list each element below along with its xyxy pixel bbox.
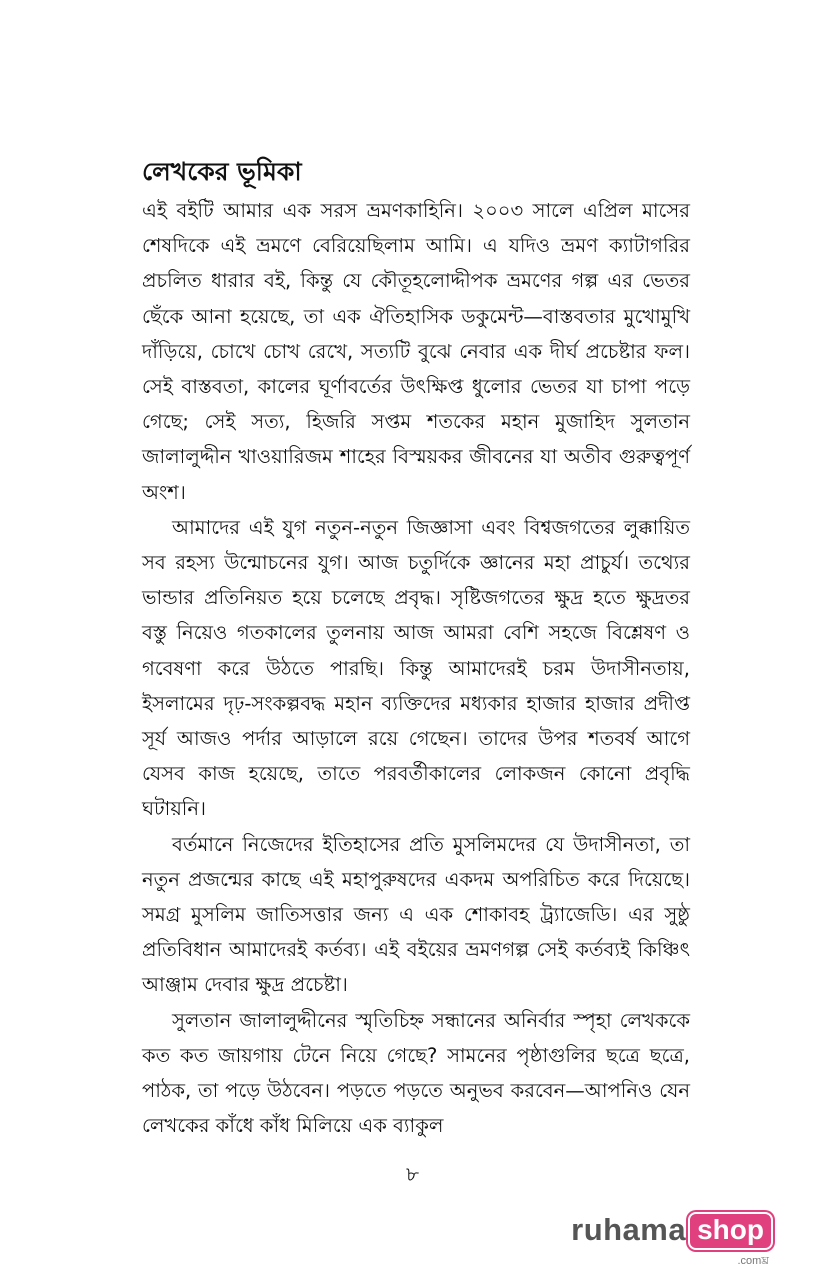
paragraph-3: বর্তমানে নিজেদের ইতিহাসের প্রতি মুসলিমদের যে উদাসীনতা, তা নতুন প্রজন্মের কাছে এই মহাপুরুষদের একদম অপরিচিত করে দিয়েছে। সমগ্র মুসলিম জাতিসত্তার জন্য এ এক শোকাবহ ট্র্যাজেডি। এর সুষ্ঠু প্রতিবিধান আমাদেরই কর্তব্য। এই বইয়ের ভ্রমণগল্প সেই কর্তব্যই কিঞ্চিৎ আঞ্জাম দেবার ক্ষুদ্র প্রচেষ্টা। — [142, 832, 690, 997]
watermark-logo — [571, 1212, 773, 1271]
page-number: ৮ — [406, 1162, 419, 1186]
watermark-shop: shop — [688, 1212, 773, 1250]
watermark-shop-badge — [688, 1212, 773, 1271]
watermark-domain: .comঘ্র — [737, 1255, 769, 1267]
book-page — [142, 155, 690, 1143]
section-heading: লেখকের ভূমিকা — [142, 157, 302, 186]
watermark-brand: ruhama — [571, 1212, 687, 1247]
paragraph-4: সুলতান জালালুদ্দীনের স্মৃতিচিহ্ন সন্ধানের অনির্বার স্পৃহা লেখককে কত কত জায়গায় টেনে নিয়ে গেছে? সামনের পৃষ্ঠাগুলির ছত্রে ছত্রে, পাঠক, তা পড়ে উঠবেন। পড়তে পড়তে অনুভব করবেন—আপনিও যেন লেখকের কাঁধে কাঁধ মিলিয়ে এক ব্যাকুল — [142, 1008, 690, 1138]
paragraph-2: আমাদের এই যুগ নতুন-নতুন জিজ্ঞাসা এবং বিশ্বজগতের লুক্কায়িত সব রহস্য উন্মোচনের যুগ। আজ চতুর্দিকে জ্ঞানের মহা প্রাচুর্য। তথ্যের ভান্ডার প্রতিনিয়ত হয়ে চলেছে প্রবৃদ্ধ। সৃষ্টিজগতের ক্ষুদ্র হতে ক্ষুদ্রতর বস্তু নিয়েও গতকালের তুলনায় আজ আমরা বেশি সহজে বিশ্লেষণ ও গবেষণা করে উঠতে পারছি। কিন্তু আমাদেরই চরম উদাসীনতায়, ইসলামের দৃঢ়-সংকল্পবদ্ধ মহান ব্যক্তিদের মধ্যকার হাজার হাজার প্রদীপ্ত সূর্য আজও পর্দার আড়ালে রয়ে গেছেন। তাদের উপর শতবর্ষ আগে যেসব কাজ হয়েছে, তাতে পরবর্তীকালের লোকজন কোনো প্রবৃদ্ধি ঘটায়নি। — [142, 515, 690, 821]
paragraph-1: এই বইটি আমার এক সরস ভ্রমণকাহিনি। ২০০৩ সালে এপ্রিল মাসের শেষদিকে এই ভ্রমণে বেরিয়েছিলাম আমি। এ যদিও ভ্রমণ ক্যাটাগরির প্রচলিত ধারার বই, কিন্তু যে কৌতূহলোদ্দীপক ভ্রমণের গল্প এর ভেতর ছেঁকে আনা হয়েছে, তা এক ঐতিহাসিক ডকুমেন্ট—বাস্তবতার মুখোমুখি দাঁড়িয়ে, চোখে চোখ রেখে, সত্যটি বুঝে নেবার এক দীর্ঘ প্রচেষ্টার ফল। সেই বাস্তবতা, কালের ঘূর্ণাবর্তের উৎক্ষিপ্ত ধুলোর ভেতর যা চাপা পড়ে গেছে; সেই সত্য, হিজরি সপ্তম শতকের মহান মুজাহিদ সুলতান জালালুদ্দীন খাওয়ারিজম শাহের বিস্ময়কর জীবনের যা অতীব গুরুত্বপূর্ণ অংশ। — [142, 199, 690, 504]
